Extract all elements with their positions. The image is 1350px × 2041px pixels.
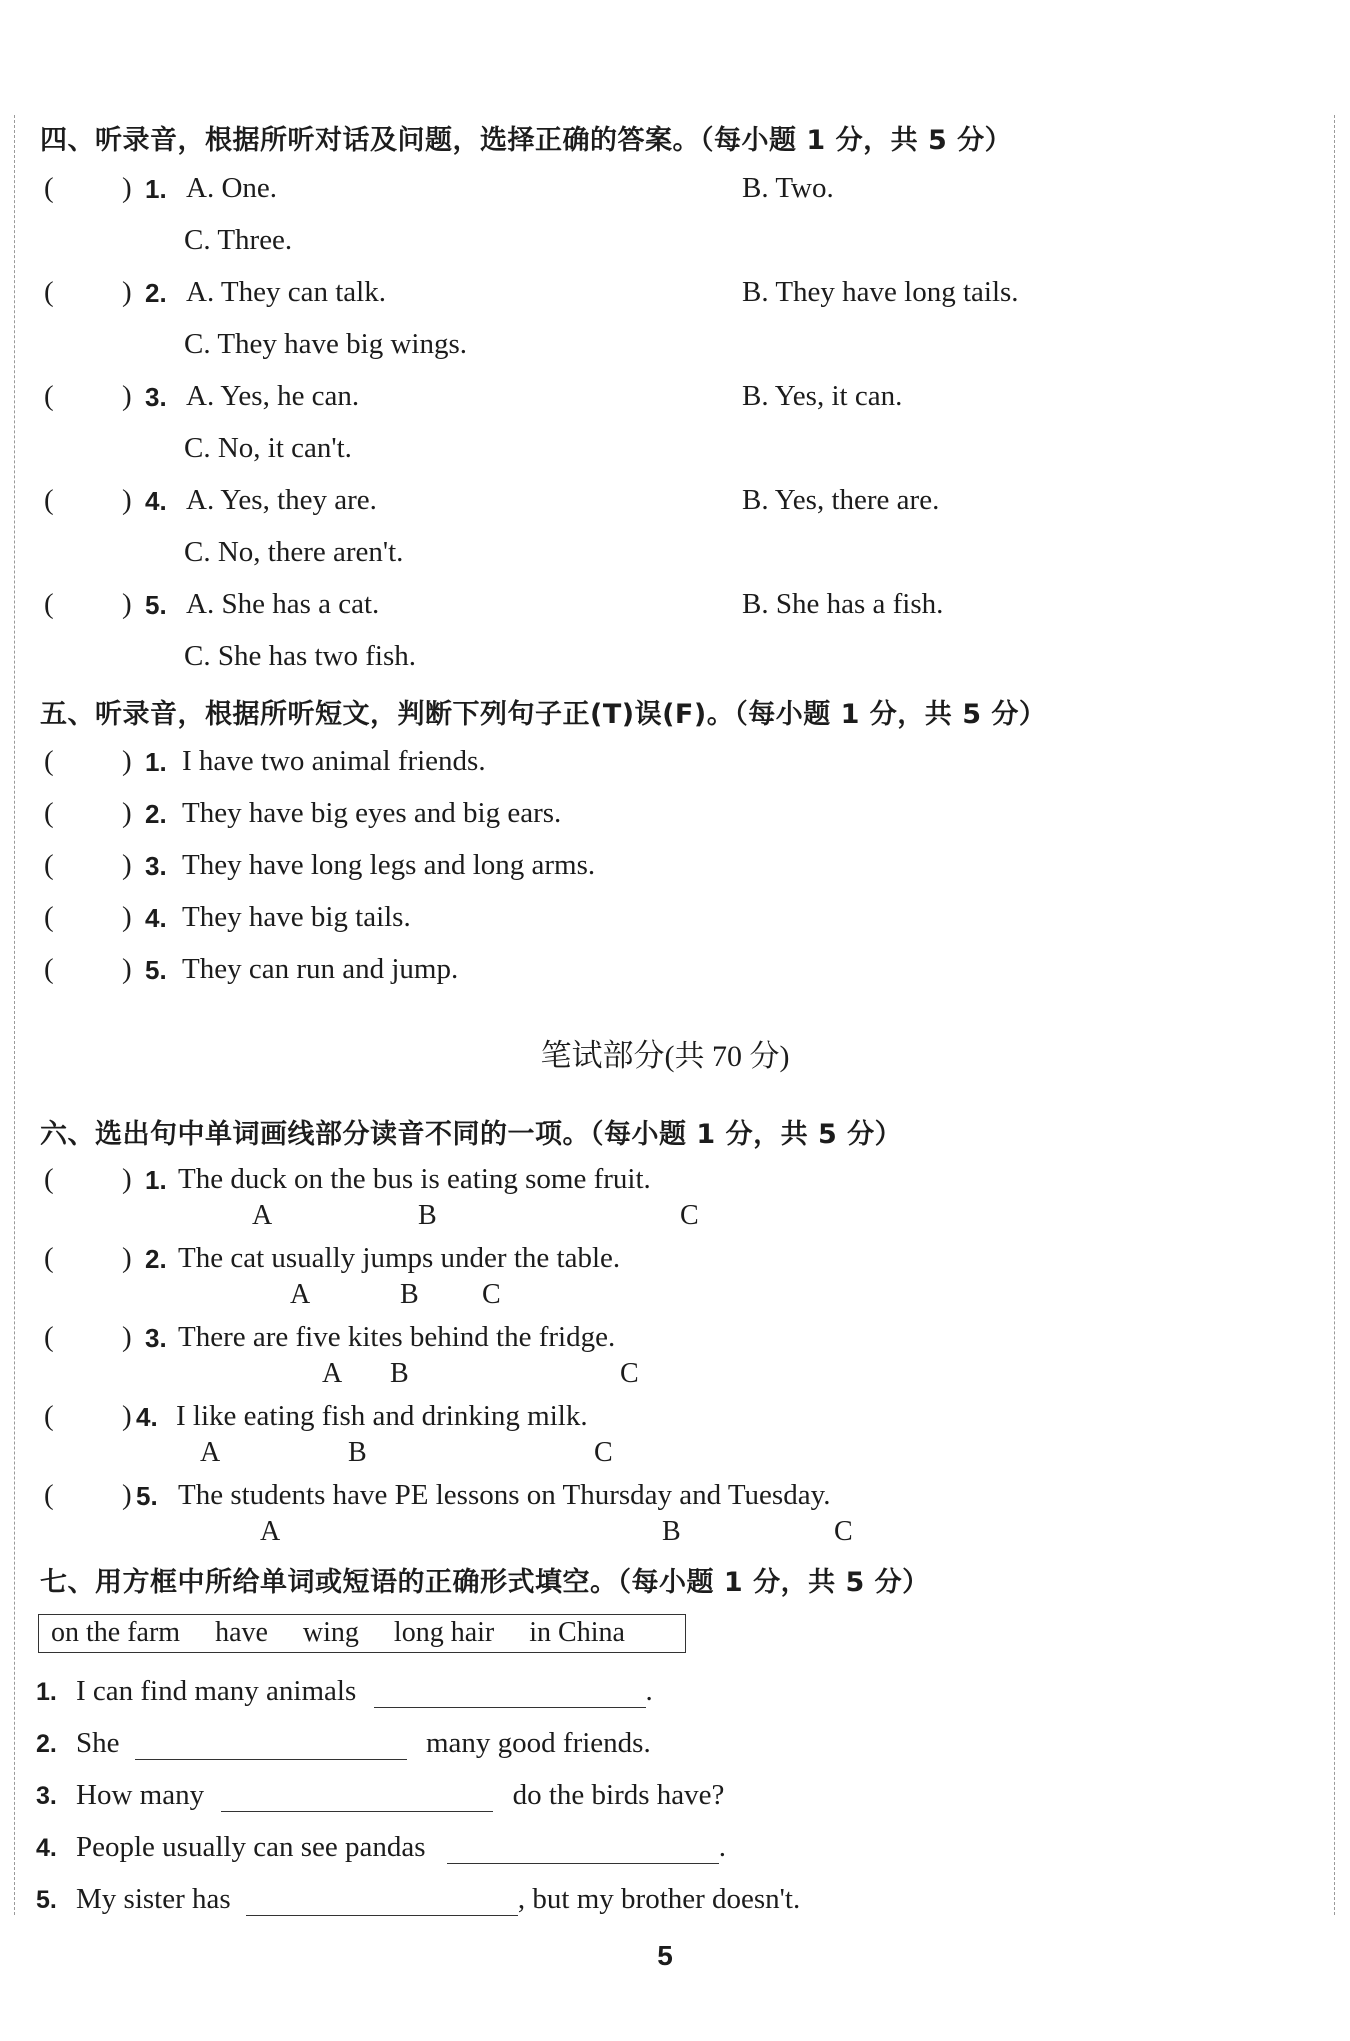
option-letter-c: C (482, 1279, 501, 1310)
sentence: I like eating fish and drinking milk. (176, 1400, 588, 1432)
section5-heading: 五、听录音，根据所听短文，判断下列句子正(T)误(F)。（每小题 1 分，共 5 分） (40, 699, 1047, 730)
option-b: B. Two. (742, 172, 834, 204)
question-number: 5. (145, 955, 167, 985)
sentence-after: . (718, 1831, 727, 1863)
question-number: 3. (145, 382, 167, 412)
answer-paren-close: ) (122, 588, 132, 620)
option-b: B. She has a fish. (742, 588, 944, 620)
fill-sentence (76, 1675, 653, 1708)
answer-blank[interactable] (221, 1781, 493, 1812)
option-letter-c: C (620, 1358, 639, 1389)
answer-paren-open[interactable]: ( (44, 1163, 54, 1195)
fill-sentence (76, 1779, 724, 1812)
answer-paren-open[interactable]: ( (44, 1321, 54, 1353)
option-b: B. Yes, it can. (742, 380, 903, 412)
written-part-title (0, 1030, 1330, 1075)
answer-paren-close: ) (122, 276, 132, 308)
word-option: long hair (393, 1617, 495, 1648)
question-number: 1. (145, 747, 167, 777)
option-letter-c: C (834, 1516, 853, 1547)
section6-heading: 六、选出句中单词画线部分读音不同的一项。（每小题 1 分，共 5 分） (40, 1119, 903, 1150)
option-letter-a: A (260, 1516, 281, 1547)
option-letter-a: A (322, 1358, 343, 1389)
fill-sentence (76, 1831, 726, 1864)
answer-paren-open[interactable]: ( (44, 588, 54, 620)
option-a: A. One. (186, 172, 278, 204)
written-points: (共 70 分) (664, 1040, 790, 1073)
question-number: 2. (145, 278, 167, 308)
written-title-text: 笔试部分 (540, 1038, 665, 1074)
option-a: A. Yes, he can. (186, 380, 360, 412)
option-letter-a: A (290, 1279, 311, 1310)
answer-paren-close: ) (122, 797, 132, 829)
answer-paren-open[interactable]: ( (44, 1400, 54, 1432)
answer-paren-close: ) (122, 953, 132, 985)
word-option: on the farm (51, 1617, 181, 1648)
option-letter-b: B (348, 1437, 367, 1468)
sentence-before: My sister has (76, 1883, 231, 1915)
option-c: C. No, it can't. (184, 432, 352, 464)
option-c: C. Three. (184, 224, 293, 256)
answer-paren-open[interactable]: ( (44, 745, 54, 777)
statement: They have long legs and long arms. (182, 849, 596, 881)
answer-paren-close: ) (122, 172, 132, 204)
sentence-before: I can find many animals (76, 1675, 357, 1707)
question-number: 5. (36, 1886, 57, 1914)
option-letter-b: B (390, 1358, 409, 1389)
option-a: A. She has a cat. (186, 588, 380, 620)
question-number: 3. (36, 1782, 57, 1810)
question-number: 5. (136, 1481, 158, 1511)
statement: They have big tails. (182, 901, 411, 933)
question-number: 3. (145, 851, 167, 881)
answer-paren-open[interactable]: ( (44, 172, 54, 204)
option-letter-c: C (594, 1437, 613, 1468)
option-b: B. Yes, there are. (742, 484, 940, 516)
answer-paren-open[interactable]: ( (44, 1242, 54, 1274)
option-c: C. She has two fish. (184, 640, 416, 672)
option-letter-b: B (662, 1516, 681, 1547)
question-number: 2. (145, 1244, 167, 1274)
answer-paren-close: ) (122, 380, 132, 412)
option-letter-b: B (418, 1200, 437, 1231)
fill-sentence (76, 1727, 651, 1760)
answer-paren-close: ) (122, 1479, 132, 1511)
answer-paren-close: ) (122, 1321, 132, 1353)
answer-paren-open[interactable]: ( (44, 276, 54, 308)
answer-paren-close: ) (122, 849, 132, 881)
answer-paren-open[interactable]: ( (44, 484, 54, 516)
option-letter-b: B (400, 1279, 419, 1310)
word-option: wing (302, 1617, 359, 1648)
question-number: 4. (145, 486, 167, 516)
option-a: A. They can talk. (186, 276, 386, 308)
answer-paren-close: ) (122, 1400, 132, 1432)
sentence: The students have PE lessons on Thursday and Tuesday. (178, 1479, 831, 1511)
answer-paren-close: ) (122, 1242, 132, 1274)
answer-paren-open[interactable]: ( (44, 797, 54, 829)
option-b: B. They have long tails. (742, 276, 1019, 308)
sentence: The cat usually jumps under the table. (178, 1242, 621, 1274)
question-number: 2. (145, 799, 167, 829)
fill-sentence (76, 1883, 800, 1916)
answer-paren-open[interactable]: ( (44, 953, 54, 985)
answer-paren-close: ) (122, 1163, 132, 1195)
statement: They have big eyes and big ears. (182, 797, 562, 829)
section7-heading: 七、用方框中所给单词或短语的正确形式填空。（每小题 1 分，共 5 分） (40, 1567, 930, 1598)
word-box (38, 1614, 686, 1653)
sentence-before: She (76, 1727, 120, 1759)
option-c: C. No, there aren't. (184, 536, 404, 568)
page-number: 5 (657, 1940, 673, 1971)
sentence-before: People usually can see pandas (76, 1831, 426, 1863)
sentence-after: do the birds have? (512, 1779, 725, 1811)
statement: I have two animal friends. (182, 745, 486, 777)
sentence-before: How many (76, 1779, 205, 1811)
question-number: 3. (145, 1323, 167, 1353)
question-number: 4. (36, 1834, 57, 1862)
option-c: C. They have big wings. (184, 328, 467, 360)
question-number: 5. (145, 590, 167, 620)
question-number: 4. (136, 1402, 158, 1432)
answer-paren-open[interactable]: ( (44, 380, 54, 412)
question-number: 2. (36, 1730, 57, 1758)
answer-paren-close: ) (122, 484, 132, 516)
sentence-after: . (645, 1675, 653, 1707)
answer-paren-open[interactable]: ( (44, 1479, 54, 1511)
answer-paren-open[interactable]: ( (44, 901, 54, 933)
answer-blank[interactable] (246, 1885, 518, 1916)
answer-paren-close: ) (122, 745, 132, 777)
sentence: There are five kites behind the fridge. (178, 1321, 616, 1353)
option-letter-a: A (252, 1200, 273, 1231)
answer-blank[interactable] (135, 1729, 407, 1760)
question-number: 1. (36, 1678, 57, 1706)
question-number: 4. (145, 903, 167, 933)
answer-blank[interactable] (374, 1677, 646, 1708)
answer-paren-close: ) (122, 901, 132, 933)
sentence: The duck on the bus is eating some fruit. (178, 1163, 651, 1195)
question-number: 1. (145, 174, 167, 204)
answer-blank[interactable] (447, 1833, 719, 1864)
option-letter-c: C (680, 1200, 699, 1231)
question-number: 1. (145, 1165, 167, 1195)
option-a: A. Yes, they are. (186, 484, 377, 516)
statement: They can run and jump. (182, 953, 459, 985)
sentence-after: many good friends. (426, 1727, 651, 1759)
option-letter-a: A (200, 1437, 221, 1468)
word-option: in China (529, 1617, 625, 1648)
answer-paren-open[interactable]: ( (44, 849, 54, 881)
section4-heading: 四、听录音，根据所听对话及问题，选择正确的答案。（每小题 1 分，共 5 分） (40, 125, 1013, 156)
word-option: have (215, 1617, 268, 1648)
sentence-after: , but my brother doesn't. (517, 1883, 801, 1915)
